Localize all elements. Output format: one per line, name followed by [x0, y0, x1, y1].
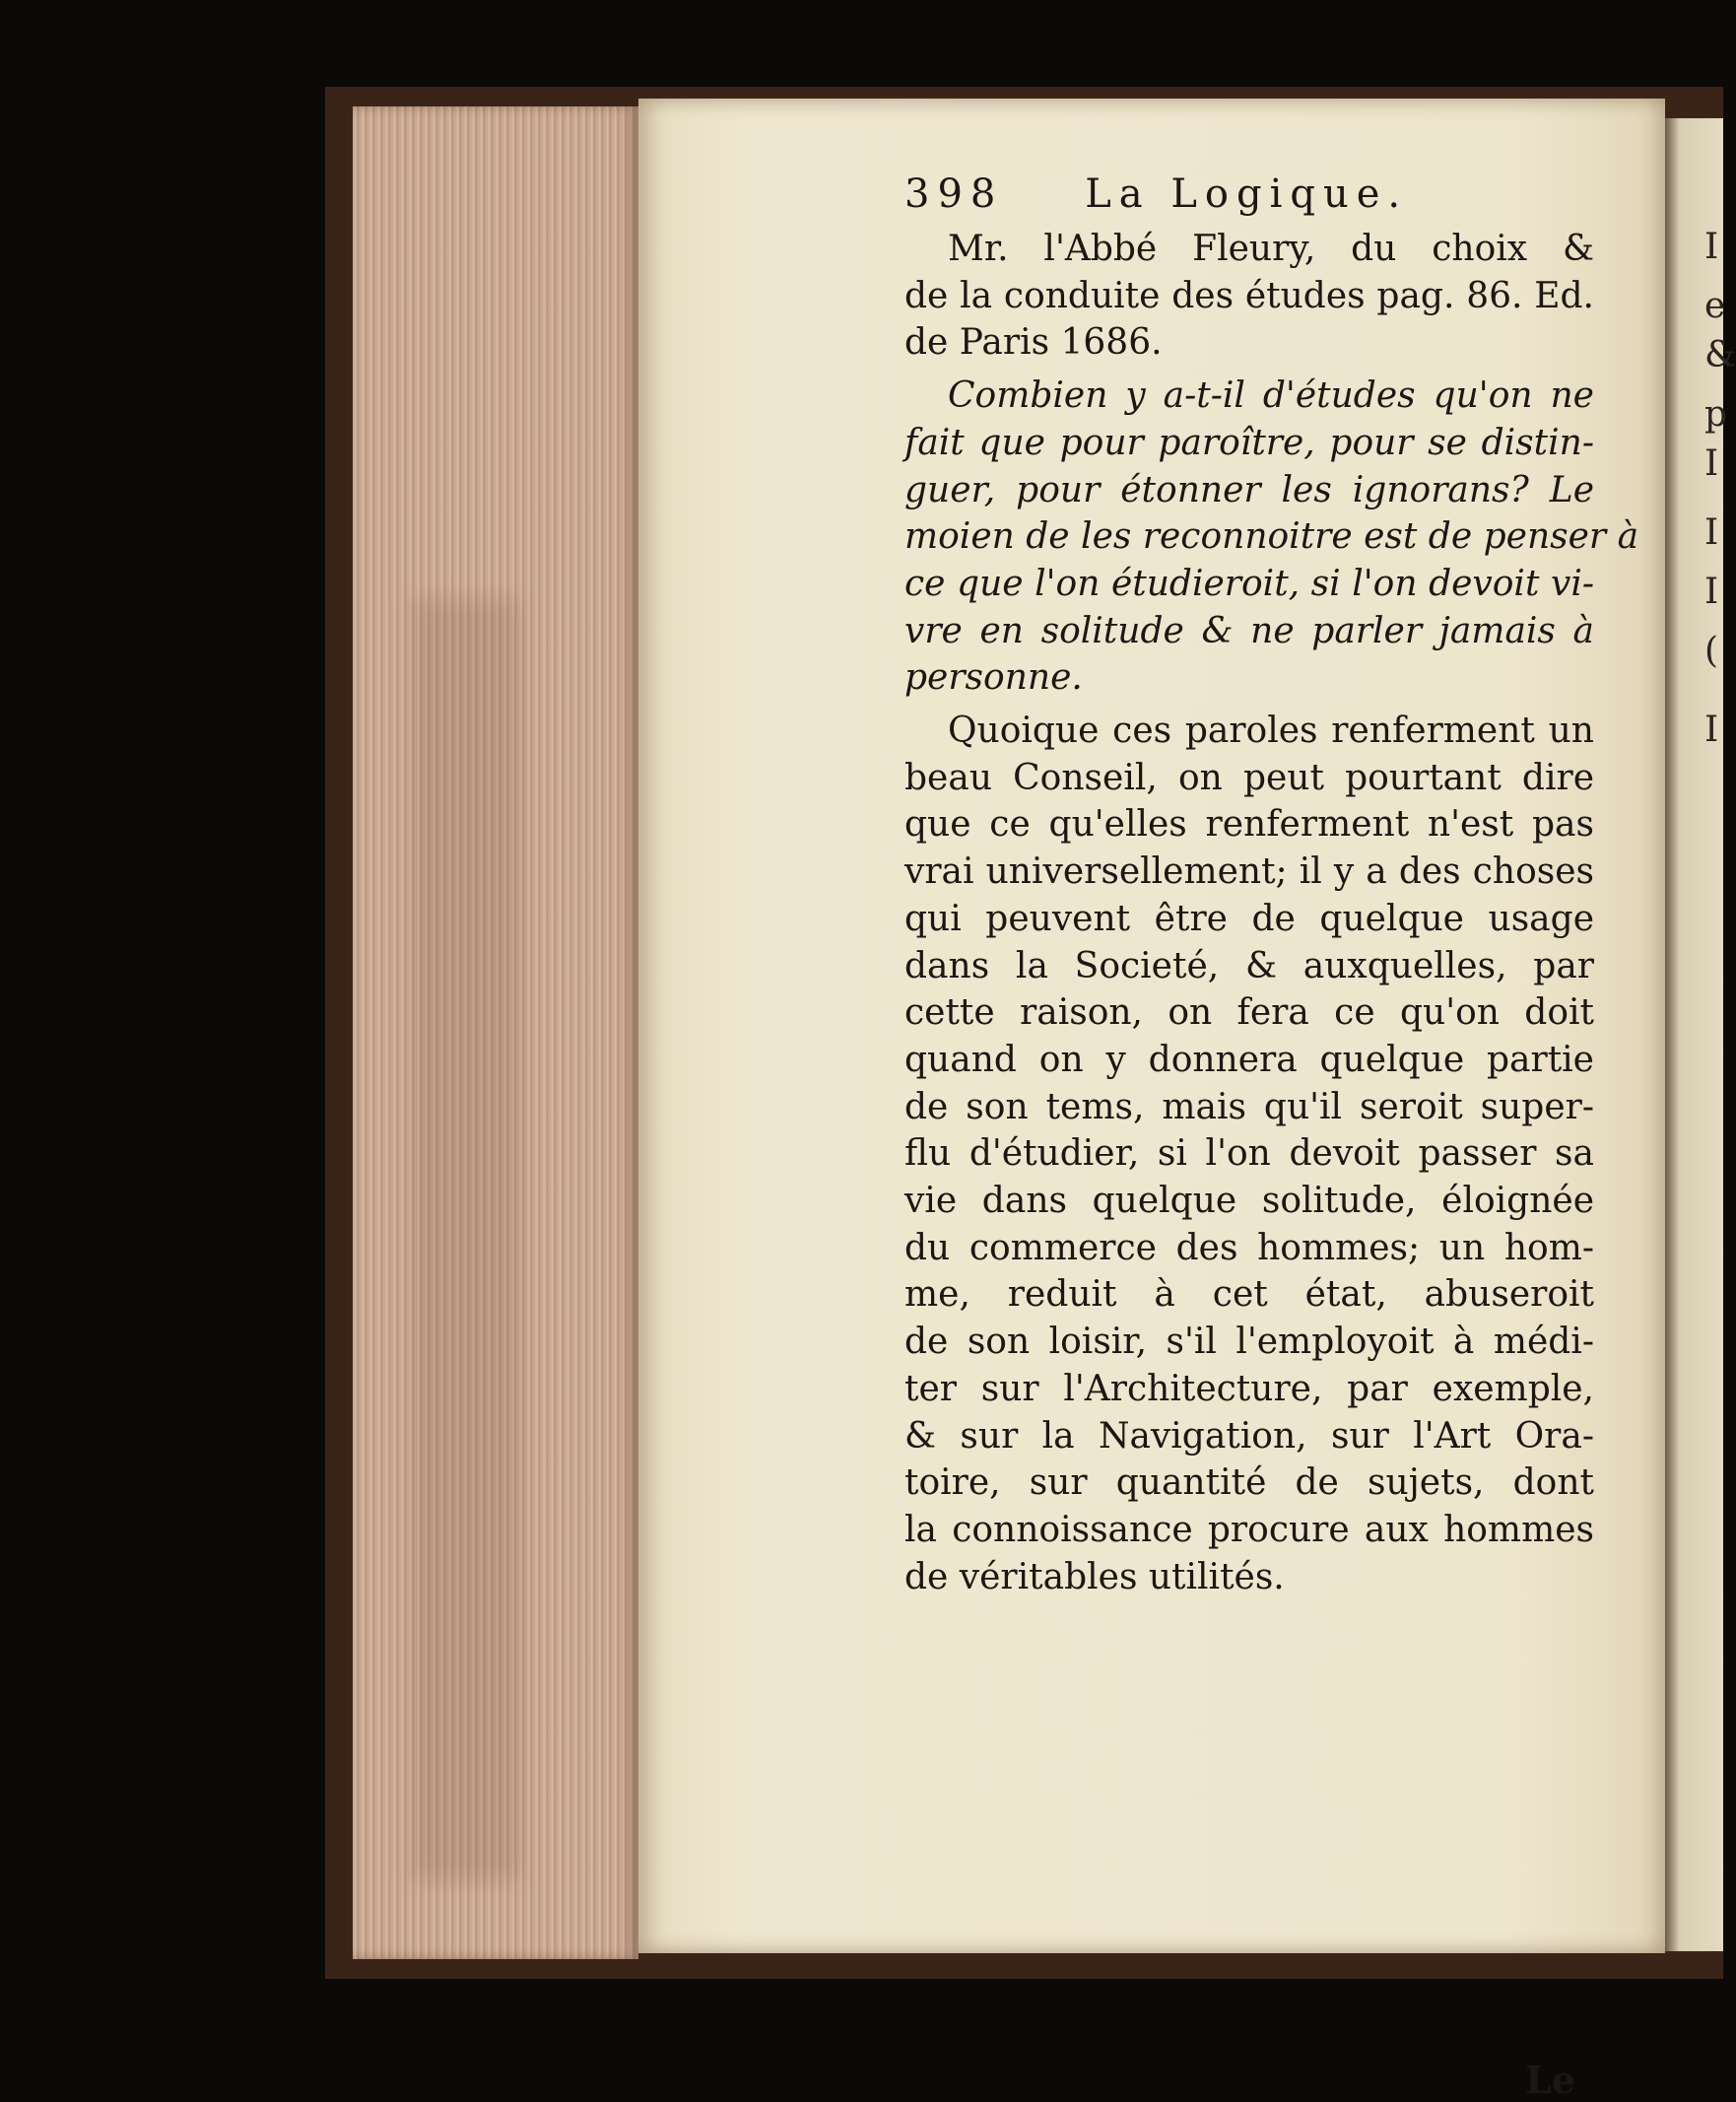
facing-page-glyph: I	[1704, 443, 1719, 484]
text-line: de son loisir, s'il l'employoit à médi-	[904, 1322, 1594, 1363]
text-line: de véritables utilités.	[904, 1556, 1285, 1597]
text-line: vre en solitude & ne parler jamais à	[904, 610, 1594, 651]
text-line: quand on y donnera quelque partie	[904, 1039, 1594, 1080]
facing-page-glyph: (	[1704, 631, 1719, 671]
facing-page-glyph: I	[1704, 710, 1719, 750]
text-line: de son tems, mais qu'il seroit super-	[904, 1086, 1594, 1127]
text-line: que ce qu'elles renferment n'est pas	[904, 804, 1594, 846]
facing-page-glyph: e	[1704, 286, 1726, 326]
text-line: Combien y a-t-il d'études qu'on ne	[948, 375, 1594, 417]
text-line: du commerce des hommes; un hom-	[904, 1227, 1594, 1268]
facing-page-glyph: I	[1704, 227, 1719, 267]
text-line: dans la Societé, & auxquelles, par	[904, 945, 1594, 986]
text-line: Quoique ces paroles renferment un	[948, 711, 1594, 751]
page-block-edges	[353, 106, 638, 1959]
text-line: toire, sur quantité de sujets, dont	[904, 1462, 1594, 1504]
running-header: 398 La Logique.	[904, 171, 1409, 217]
facing-page-glyph: I	[1704, 572, 1719, 612]
facing-page-glyph: I	[1704, 512, 1719, 553]
text-line: moien de les reconnoitre est de penser à	[904, 516, 1639, 558]
text-line: ter sur l'Architecture, par exemple,	[904, 1368, 1594, 1409]
text-line: flu d'étudier, si l'on devoit passer sa	[904, 1133, 1594, 1175]
text-line: vie dans quelque solitude, éloignée	[904, 1181, 1594, 1221]
text-line: de Paris 1686.	[904, 322, 1163, 364]
text-line: la connoissance procure aux hommes	[904, 1509, 1594, 1550]
text-line: vrai universellement; il y a des choses	[904, 851, 1594, 893]
text-line: cette raison, on fera ce qu'on doit	[904, 992, 1594, 1034]
text-line: me, reduit à cet état, abuseroit	[904, 1274, 1594, 1316]
text-line: Mr. l'Abbé Fleury, du choix &	[948, 229, 1594, 269]
text-line: ce que l'on étudieroit, si l'on devoit vi-	[904, 563, 1594, 604]
catchword: Le	[1525, 2058, 1575, 2102]
text-line: de la conduite des études pag. 86. Ed.	[904, 275, 1594, 316]
text-line: beau Conseil, on peut pourtant dire	[904, 757, 1594, 798]
facing-page-glyph: p	[1704, 394, 1728, 435]
text-line: fait que pour paroître, pour se distin-	[904, 422, 1594, 463]
text-line: & sur la Navigation, sur l'Art Ora-	[904, 1415, 1594, 1457]
text-line: qui peuvent être de quelque usage	[904, 898, 1594, 939]
facing-page-edge	[1665, 118, 1736, 1951]
text-line: guer, pour étonner les ignorans? Le	[904, 469, 1594, 510]
text-line: personne.	[904, 657, 1083, 699]
facing-page-glyph: &	[1704, 335, 1736, 375]
